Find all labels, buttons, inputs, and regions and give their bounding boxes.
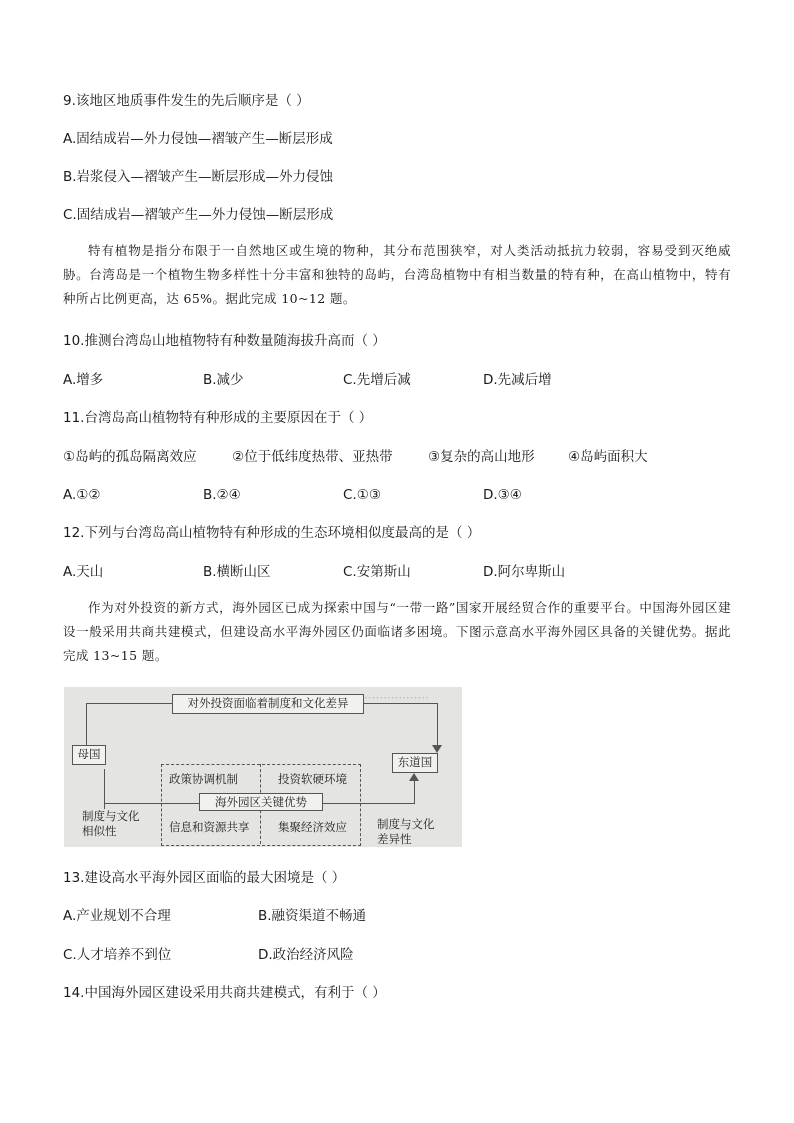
question-9-stem: 9.该地区地质事件发生的先后顺序是（ ） xyxy=(63,93,310,109)
passage-endemic-plants: 特有植物是指分布限于一自然地区或生境的物种，其分布范围狭窄，对人类活动抵抗力较弱，容易受到灭绝威胁。台湾岛是一个植物生物多样性十分丰富和独特的岛屿，台湾岛植物中有相当数量的特有种，在高山植物中，特有种所占比例更高，达 65%。据此完成 10~12 题。 xyxy=(63,243,731,306)
question-13-stem: 13.建设高水平海外园区面临的最大困境是（ ） xyxy=(63,870,346,886)
home-country-box: 母国 xyxy=(72,745,106,765)
connector-right-vertical xyxy=(437,703,438,751)
connector-left-top xyxy=(86,703,172,704)
difference-label: 制度与文化 差异性 xyxy=(377,817,435,846)
question-11-option-c: C.①③ xyxy=(343,487,381,503)
investment-environment-label: 投资软硬环境 xyxy=(278,772,347,786)
question-11-factor-3: ③复杂的高山地形 xyxy=(428,449,535,465)
question-13-option-d: D.政治经济风险 xyxy=(258,947,354,963)
question-11-option-d: D.③④ xyxy=(483,487,522,503)
host-country-box: 东道国 xyxy=(392,753,438,773)
question-11-factor-2: ②位于低纬度热带、亚热带 xyxy=(232,449,393,465)
question-10-option-c: C.先增后减 xyxy=(343,372,411,388)
question-12-stem: 12.下列与台湾岛高山植物特有种形成的生态环境相似度最高的是（ ） xyxy=(63,525,481,541)
question-9-option-a: A.固结成岩—外力侵蚀—褶皱产生—断层形成 xyxy=(63,131,333,147)
question-11-option-a: A.①② xyxy=(63,487,101,503)
question-12-option-c: C.安第斯山 xyxy=(343,564,411,580)
question-11-option-b: B.②④ xyxy=(203,487,241,503)
key-advantages-label: 海外园区关键优势 xyxy=(199,793,323,811)
question-10-option-d: D.先减后增 xyxy=(483,372,552,388)
arrow-down-icon xyxy=(432,745,442,753)
overseas-park-diagram xyxy=(64,687,462,847)
question-11-factor-4: ④岛屿面积大 xyxy=(568,449,648,465)
passage-overseas-parks: 作为对外投资的新方式，海外园区已成为探索中国与“一带一路”国家开展经贸合作的重要平台。中国海外园区建设一般采用共商共建模式，但建设高水平海外园区仍面临诸多困境。下图示意高水平海外园区具备的关键优势。据此完成 13~15 题。 xyxy=(63,600,731,663)
question-12-option-d: D.阿尔卑斯山 xyxy=(483,564,566,580)
bleed-through-text: ················· xyxy=(364,691,429,705)
agglomeration-label: 集聚经济效应 xyxy=(278,820,347,834)
question-10-option-a: A.增多 xyxy=(63,372,104,388)
connector-left-vertical xyxy=(86,703,87,747)
similarity-label: 制度与文化 相似性 xyxy=(82,809,140,838)
question-13-option-b: B.融资渠道不畅通 xyxy=(258,908,367,924)
info-sharing-label: 信息和资源共享 xyxy=(169,820,250,834)
question-11-factor-1: ①岛屿的孤岛隔离效应 xyxy=(63,449,197,465)
policy-coordination-label: 政策协调机制 xyxy=(169,772,238,786)
top-box: 对外投资面临着制度和文化差异 xyxy=(172,694,364,714)
question-9-option-c: C.固结成岩—褶皱产生—外力侵蚀—断层形成 xyxy=(63,207,334,223)
question-13-option-c: C.人才培养不到位 xyxy=(63,947,172,963)
question-14-stem: 14.中国海外园区建设采用共商共建模式，有利于（ ） xyxy=(63,985,386,1001)
arrow-up-icon xyxy=(409,773,419,781)
question-13-option-a: A.产业规划不合理 xyxy=(63,908,171,924)
question-10-option-b: B.减少 xyxy=(203,372,244,388)
question-11-stem: 11.台湾岛高山植物特有种形成的主要原因在于（ ） xyxy=(63,410,373,426)
question-12-option-a: A.天山 xyxy=(63,564,104,580)
question-12-option-b: B.横断山区 xyxy=(203,564,271,580)
question-10-stem: 10.推测台湾岛山地植物特有种数量随海拔升高而（ ） xyxy=(63,333,386,349)
question-9-option-b: B.岩浆侵入—褶皱产生—断层形成—外力侵蚀 xyxy=(63,169,334,185)
